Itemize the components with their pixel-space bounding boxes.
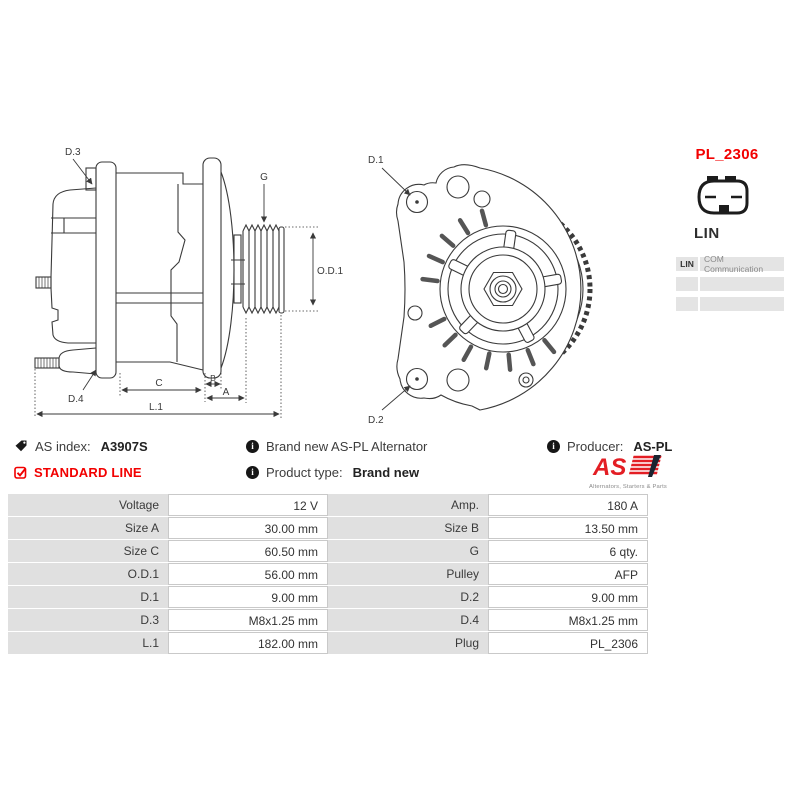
spec-label-cell: D.4 [328,609,488,631]
spec-table [8,494,648,655]
as-index-value: A3907S [100,438,148,454]
communication-table [676,254,788,311]
spec-label-cell: D.1 [8,586,168,608]
comm-key [676,277,698,291]
product-type-value: Brand new [352,464,420,480]
spec-row [8,563,648,585]
product-type-label: Product type: [266,464,343,480]
producer-value: AS-PL [633,438,673,454]
spec-value-cell: M8x1.25 mm [488,609,648,631]
front-view-labels [368,155,384,426]
brand-new-text: Brand new AS-PL Alternator [266,438,428,454]
alternator-front-view-drawing [360,142,610,432]
spec-value-cell: PL_2306 [488,632,648,654]
spec-value-cell: 9.00 mm [488,586,648,608]
comm-key: LIN [676,257,698,271]
spec-row [8,632,648,654]
spec-label-cell: Voltage [8,494,168,516]
spec-value-cell: 9.00 mm [168,586,328,608]
as-index-label: AS index: [35,438,91,454]
spec-value-cell: 180 A [488,494,648,516]
comm-value [700,277,784,291]
info-icon: i [547,440,560,453]
spec-value-cell: 13.50 mm [488,517,648,539]
spec-label-cell: Plug [328,632,488,654]
producer-label: Producer: [567,438,624,454]
standard-line-entry [14,464,148,480]
as-index-entry [14,438,148,454]
comm-row [676,254,788,274]
label-d4: D.4 [68,394,84,405]
comm-row [676,277,788,291]
alternator-side-view-drawing [28,140,346,432]
spec-row [8,586,648,608]
spec-label-cell: Amp. [328,494,488,516]
side-view-labels [65,147,344,413]
label-l1: L.1 [149,402,163,413]
spec-label-cell: G [328,540,488,562]
spec-value-cell: 30.00 mm [168,517,328,539]
product-type-entry [246,464,427,480]
as-pl-logo [588,454,668,490]
alternator-front-outline [397,165,591,410]
spec-value-cell: AFP [488,563,648,585]
info-column-left [14,438,148,490]
spec-value-cell: 60.50 mm [168,540,328,562]
spec-label-cell: Pulley [328,563,488,585]
spec-value-cell: 12 V [168,494,328,516]
plug-type-label: LIN [694,225,720,242]
logo-text: AS [593,454,627,478]
plug-connector-icon [692,176,756,222]
spec-row [8,540,648,562]
comm-value [700,297,784,311]
alternator-side-outline [35,158,284,378]
spec-value-cell: 182.00 mm [168,632,328,654]
label-g: G [260,172,268,183]
standard-line-label: STANDARD LINE [34,464,142,480]
checkbox-checked-icon [14,466,27,479]
spec-label-cell: Size A [8,517,168,539]
spec-label-cell: L.1 [8,632,168,654]
tag-icon [14,439,28,453]
info-column-middle [246,438,427,490]
logo-caption: Alternators, Starters & Parts [589,484,667,490]
label-d2: D.2 [368,415,384,426]
label-c: C [155,378,163,389]
info-icon: i [246,466,259,479]
label-od1: O.D.1 [317,266,344,277]
spec-label-cell: Size B [328,517,488,539]
spec-label-cell: O.D.1 [8,563,168,585]
spec-row [8,609,648,631]
plug-panel [666,146,788,317]
spec-value-cell: 6 qty. [488,540,648,562]
label-b: B [210,373,216,383]
spec-row [8,517,648,539]
as-pl-logo-mark [592,454,664,478]
spec-row [8,494,648,516]
plug-code-link[interactable]: PL_2306 [695,146,759,163]
label-a: A [222,387,230,398]
spec-value-cell: M8x1.25 mm [168,609,328,631]
brand-new-entry [246,438,427,454]
producer-entry [547,438,672,454]
comm-key [676,297,698,311]
spec-value-cell: 56.00 mm [168,563,328,585]
label-d1: D.1 [368,155,384,166]
comm-row [676,297,788,311]
comm-value: COM Communication [700,257,784,271]
spec-label-cell: D.2 [328,586,488,608]
spec-label-cell: Size C [8,540,168,562]
spec-label-cell: D.3 [8,609,168,631]
info-icon: i [246,440,259,453]
label-d3: D.3 [65,147,81,158]
